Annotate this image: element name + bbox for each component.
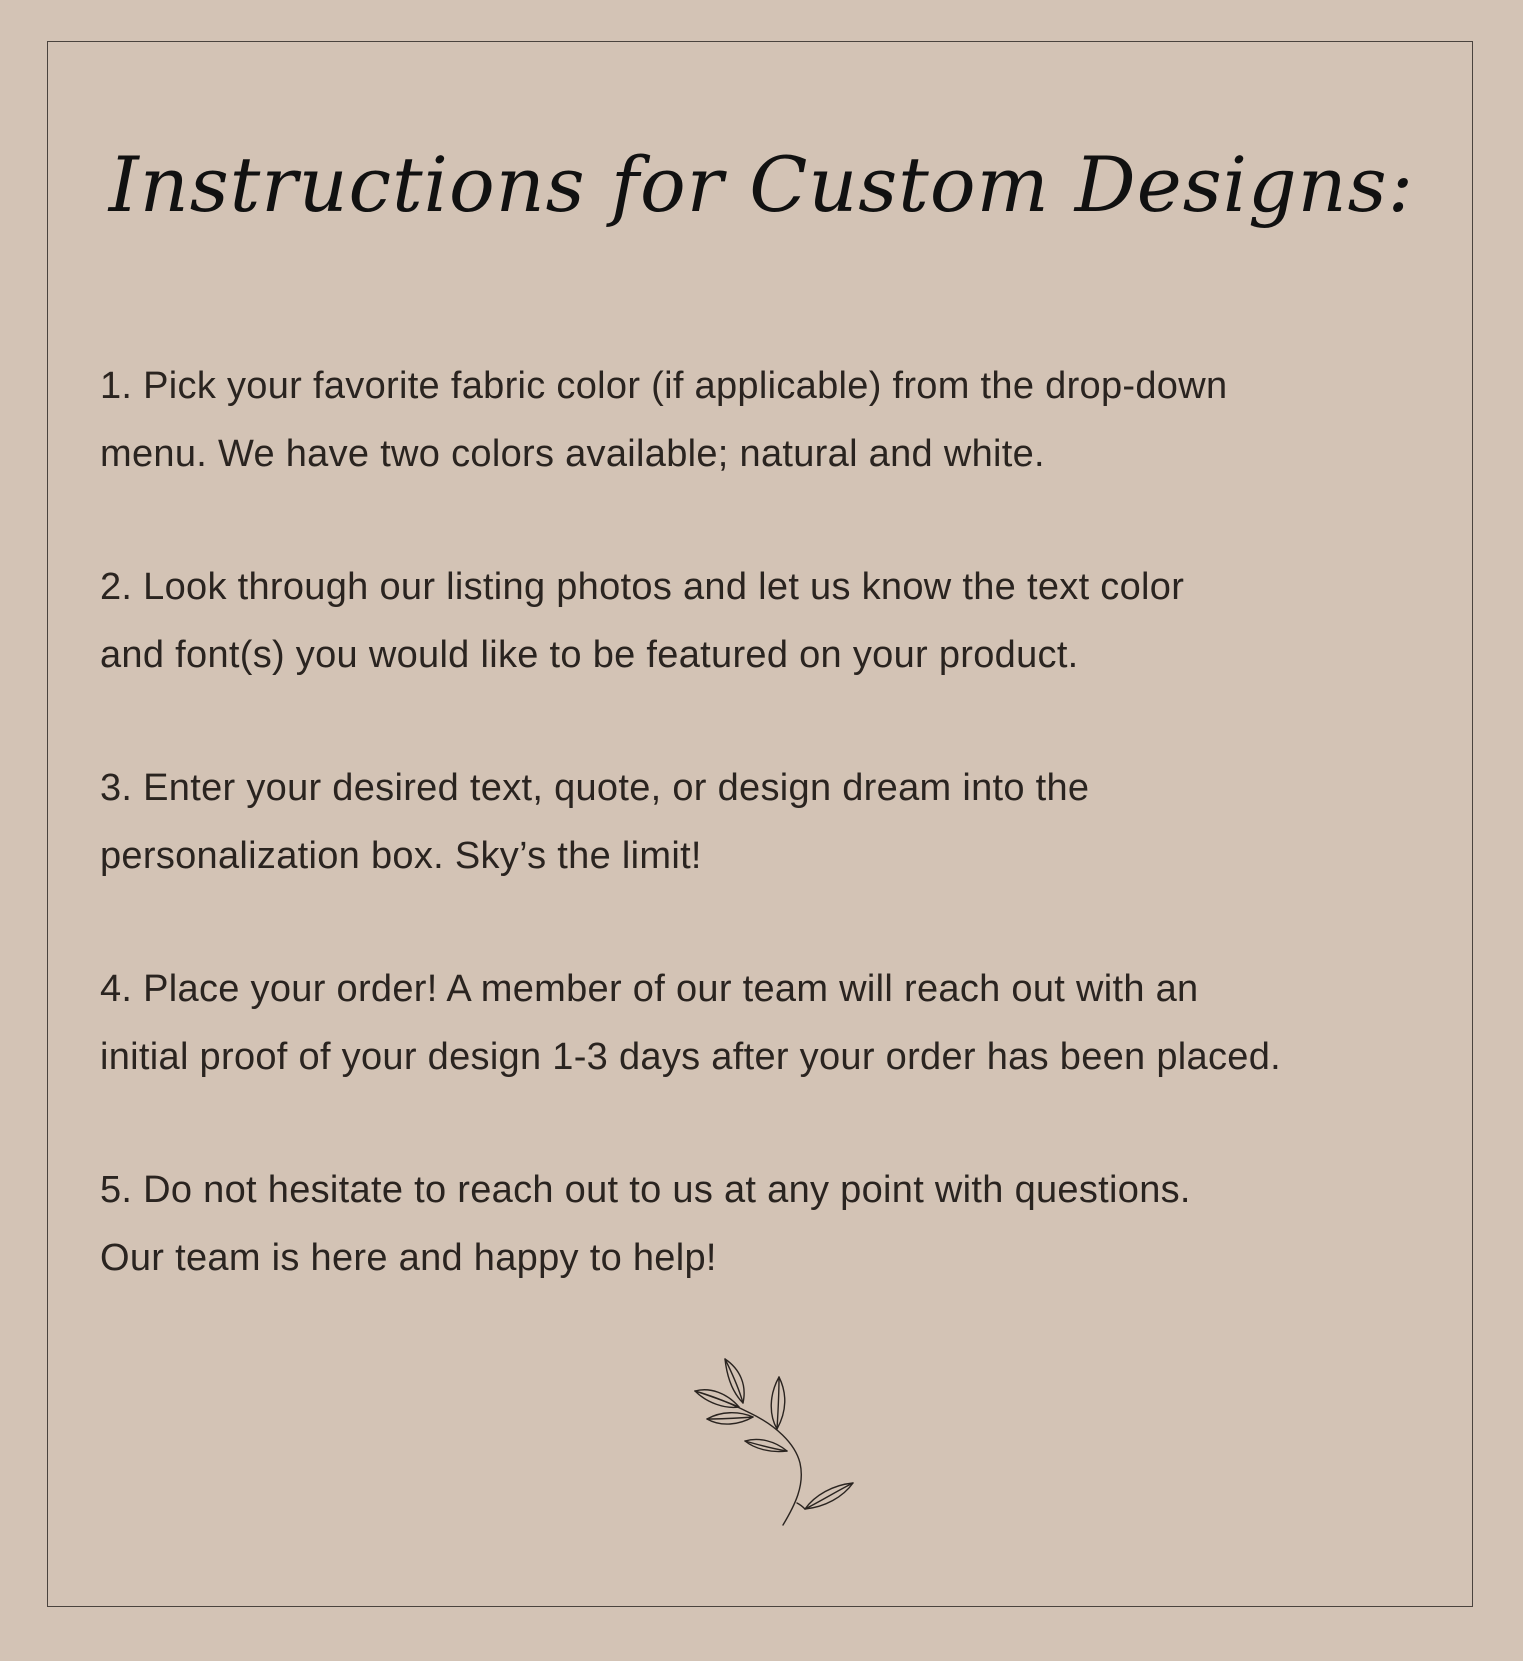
page-title: Instructions for Custom Designs: bbox=[108, 140, 1415, 229]
step-line: 4. Place your order! A member of our team will reach out with an bbox=[100, 968, 1199, 1010]
step-line: 2. Look through our listing photos and let us know the text color bbox=[100, 566, 1185, 608]
step-line: personalization box. Sky’s the limit! bbox=[100, 835, 702, 877]
instruction-step-3 bbox=[100, 754, 1440, 890]
step-line: and font(s) you would like to be featured on your product. bbox=[100, 634, 1079, 676]
instruction-step-4 bbox=[100, 955, 1440, 1091]
leaf-sprig-icon bbox=[655, 1345, 870, 1545]
step-line: menu. We have two colors available; natural and white. bbox=[100, 433, 1045, 475]
instruction-step-2 bbox=[100, 553, 1440, 689]
instruction-list bbox=[100, 352, 1440, 1357]
instruction-step-1 bbox=[100, 352, 1440, 488]
step-line: initial proof of your design 1-3 days after your order has been placed. bbox=[100, 1036, 1281, 1078]
step-line: 5. Do not hesitate to reach out to us at any point with questions. bbox=[100, 1169, 1191, 1211]
instruction-step-5 bbox=[100, 1156, 1440, 1292]
step-line: 1. Pick your favorite fabric color (if applicable) from the drop-down bbox=[100, 365, 1228, 407]
step-line: Our team is here and happy to help! bbox=[100, 1237, 717, 1279]
step-line: 3. Enter your desired text, quote, or design dream into the bbox=[100, 767, 1090, 809]
